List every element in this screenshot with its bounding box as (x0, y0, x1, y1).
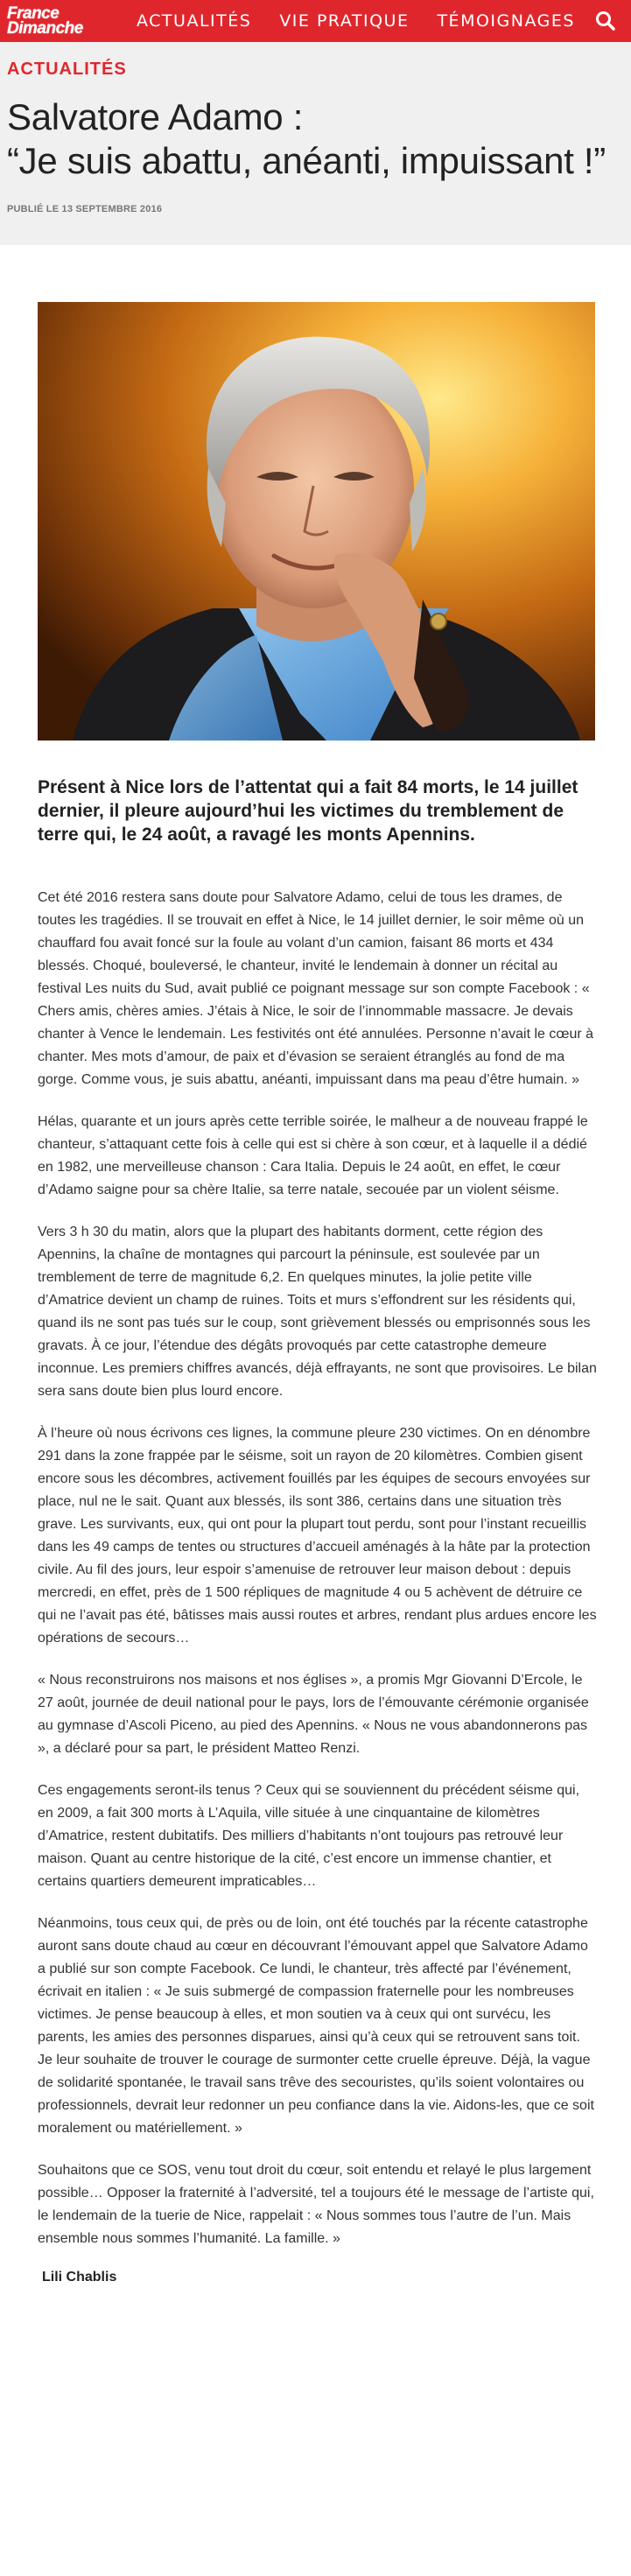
publication-date: PUBLIÉ LE 13 SEPTEMBRE 2016 (7, 204, 163, 214)
article-body (38, 887, 598, 2250)
nav-item-actualites[interactable]: ACTUALITÉS (137, 11, 252, 31)
section-label[interactable]: ACTUALITÉS (7, 60, 127, 79)
nav-item-temoignages[interactable]: TÉMOIGNAGES (437, 11, 575, 31)
paragraph: Cet été 2016 restera sans doute pour Salvatore Adamo, celui de tous les drames, de toutes les tragédies. Il se trouvait en effet à Nice, le 14 juillet dernier, le soir même où un chauffard fou avait foncé sur la foule au volant d’un camion, faisant 86 morts et 434 blessés. Choqué, bouleversé, le chanteur, invité le lendemain à donner un récital au festival Les nuits du Sud, avait publié ce poignant message sur son compte Facebook : « Chers amis, chères amies. J’étais à Nice, le soir de l’innommable massacre. Je devais chanter à Vence le lendemain. Les festivités ont été annulées. Personne n’avait le cœur à chanter. Mes mots d’amour, de paix et d’évasion se seraient étranglés au fond de ma gorge. Comme vous, je suis abattu, anéanti, impuissant dans ma peau d’être humain. » (38, 890, 594, 1087)
nav-item-vie-pratique[interactable]: VIE PRATIQUE (279, 11, 410, 31)
article-title (7, 95, 624, 183)
article-photo (38, 302, 595, 741)
paragraph: Vers 3 h 30 du matin, alors que la plupart des habitants dorment, cette région des Apennins, la chaîne de montagnes qui parcourt la péninsule, est soulevée par un tremblement de terre de magnitude 6,2. En quelques minutes, la jolie petite ville d’Amatrice devient un champ de ruines. Toits et murs s’effondrent sur les résidents qui, quand ils ne sont pas tués sur le coup, sont grièvement blessés ou emprisonnés sous les gravats. À ce jour, l’étendue des dégâts provoqués par cette catastrophe demeure inconnue. Les premiers chiffres avancés, déjà effrayants, ne sont que provisoires. Le bilan sera sans doute bien plus lourd encore. (38, 1225, 597, 1399)
paragraph: À l’heure où nous écrivons ces lignes, la commune pleure 230 victimes. On en dénombre 291 dans la zone frappée par le séisme, soit un rayon de 20 kilomètres. Combien gisent encore sous les décombres, activement fouillés par les équipes de secours envoyées sur place, nul ne le sait. Quant aux blessés, ils sont 386, certains dans une situation très grave. Les survivants, eux, qui ont pour la plupart tout perdu, sont pour l’instant recueillis dans les 49 camps de tentes ou structures d’accueil aménagés à la hâte par la protection civile. Au fil des jours, leur espoir s’amenuise de retrouver leur maison debout : depuis mercredi, en effet, près de 1 500 répliques de magnitude 4 ou 5 achèvent de détruire ce qui ne l’avait pas été, bâtisses mais aussi routes et arbres, rendant plus ardues encore les opérations de secours… (38, 1426, 597, 1646)
paragraph: Ces engagements seront-ils tenus ? Ceux qui se souviennent du précédent séisme qui, en 2009, a fait 300 morts à L’Aquila, ville située à une cinquantaine de kilomètres d’Amatrice, restent dubitatifs. Des milliers d’habitants n’ont toujours pas retrouvé leur maison. Quant au centre historique de la cité, c’est encore un immense chantier, et certains quartiers demeurent impraticables… (38, 1783, 580, 1889)
logo-line2: Dimanche (7, 19, 83, 38)
article-author[interactable]: Lili Chablis (42, 2270, 117, 2285)
logo-line1: France (7, 4, 60, 23)
paragraph: Hélas, quarante et un jours après cette terrible soirée, le malheur a de nouveau frappé le chanteur, s’attaquant cette fois à celle qui est si chère à son cœur, et à laquelle il a dédié en 1982, une merveilleuse chanson : Cara Italia. Depuis le 24 août, en effet, le cœur d’Adamo saigne pour sa chère Italie, sa terre natale, secouée par un violent séisme. (38, 1114, 588, 1197)
paragraph: Souhaitons que ce SOS, venu tout droit du cœur, soit entendu et relayé le plus largement possible… Opposer la fraternité à l’adversité, tel a toujours été le message de l’artiste qui, le lendemain de la tuerie de Nice, rappelait : « Nous sommes tous l’autre de l’un. Mais ensemble nous sommes l’humanité. La famille. » (38, 2163, 594, 2246)
top-nav (0, 0, 631, 42)
site-logo[interactable] (0, 0, 105, 42)
article-header (0, 42, 631, 245)
paragraph: « Nous reconstruirons nos maisons et nos églises », a promis Mgr Giovanni D’Ercole, le 27 août, journée de deuil national pour le pays, lors de l’émouvante cérémonie organisée au gymnase d’Ascoli Piceno, au pied des Apennins. « Nous ne vous abandonnerons pas », a déclaré pour sa part, le président Matteo Renzi. (38, 1673, 589, 1756)
paragraph: Néanmoins, tous ceux qui, de près ou de loin, ont été touchés par la récente catastrophe auront sans doute chaud au cœur en découvrant l’émouvant appel que Salvatore Adamo a publié sur son compte Facebook. Ce lundi, le chanteur, très affecté par l’événement, écrivait en italien : « Je suis submergé de compassion fraternelle pour les nombreuses victimes. Je pense beaucoup à elles, et mon soutien va à ceux qui ont survécu, les parents, les amies des personnes disparues, ainsi qu’à ceux qui se retrouvent sans toit. Je leur souhaite de trouver le courage de surmonter cette cruelle épreuve. Déjà, la vague de solidarité spontanée, le travail sans trêve des secouristes, qu’ils soient volontaires ou professionnels, devrait leur redonner un peu confiance dans la vie. Aidons-les, que ce soit moralement ou matériellement. » (38, 1916, 594, 2136)
search-icon[interactable] (594, 10, 617, 32)
title-line1: Salvatore Adamo : (7, 96, 304, 137)
nav-menu (137, 11, 603, 31)
title-line2: “Je suis abattu, anéanti, impuissant !” (7, 140, 606, 181)
article-lead: Présent à Nice lors de l’attentat qui a fait 84 morts, le 14 juillet dernier, il pleure aujourd’hui les victimes du tremblement de terre qui, le 24 août, a ravagé les monts Apennins. (38, 777, 578, 845)
